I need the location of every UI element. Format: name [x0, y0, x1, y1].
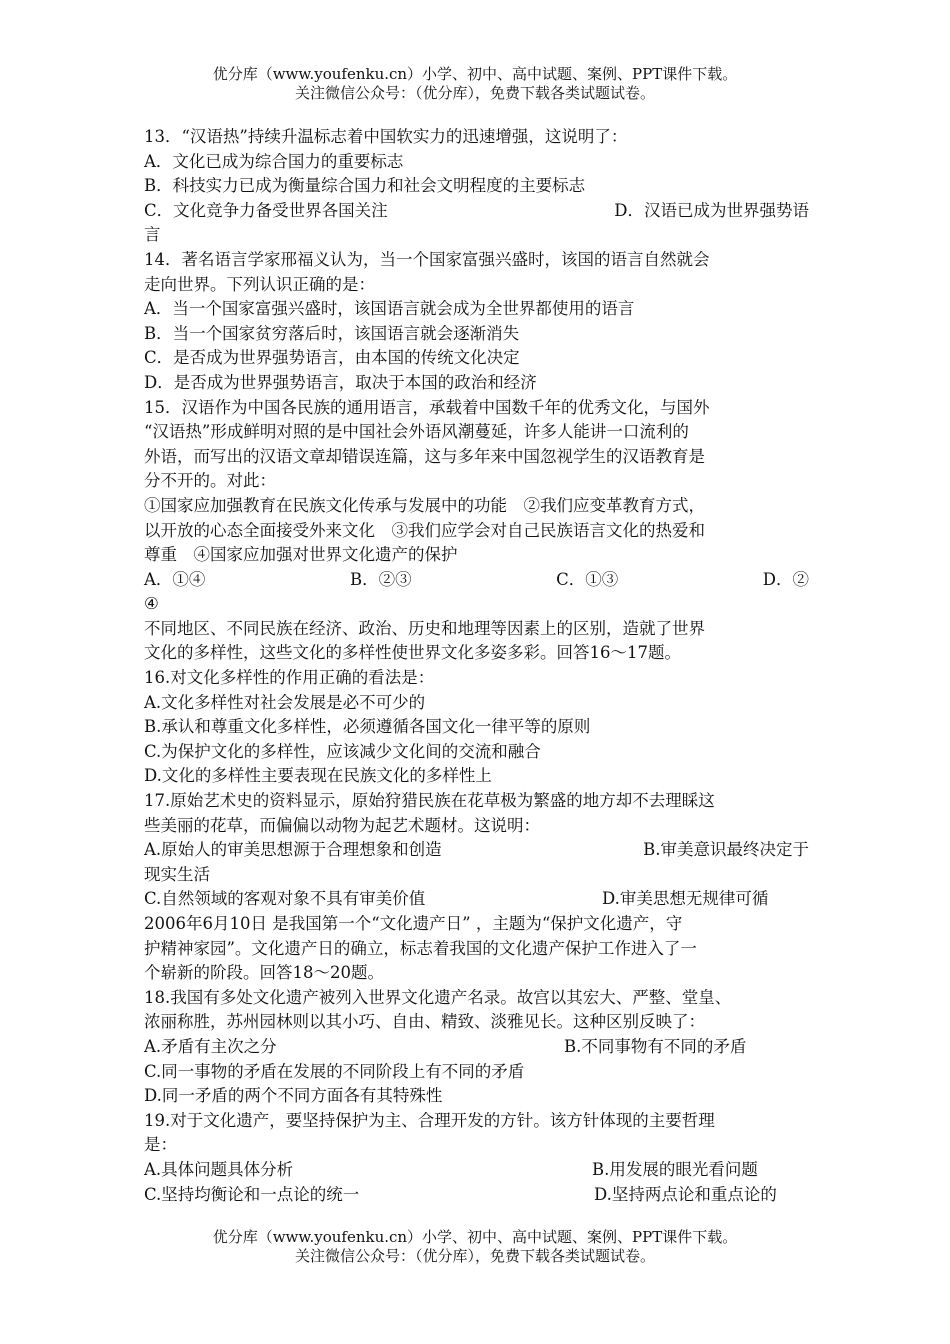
q14-stem-2: 走向世界。下列认识正确的是：: [144, 274, 375, 294]
q13-option-d-cont: 言: [144, 225, 161, 245]
q14-option-d: D．是否成为世界强势语言，取决于本国的政治和经济: [144, 372, 537, 392]
q15-option-d-cont: ④: [144, 594, 159, 614]
q19-option-c: C.坚持均衡论和一点论的统一: [144, 1184, 360, 1204]
q17-row-cd: [144, 887, 809, 912]
q19-stem-1: 19.对于文化遗产，要坚持保护为主、合理开发的方针。该方针体现的主要哲理: [144, 1110, 715, 1130]
q13-option-d: D．汉语已成为世界强势语: [614, 200, 809, 220]
q15-stem-4: 分不开的。对此：: [144, 471, 276, 491]
q13-row-cd: [144, 199, 809, 224]
q14-stem-1: 14．著名语言学家邢福义认为，当一个国家富强兴盛时，该国的语言自然就会: [144, 249, 710, 269]
footer-line-2: 关注微信公众号：（优分库），免费下载各类试题试卷。: [294, 1247, 655, 1265]
q17-option-d: D.审美思想无规律可循: [602, 889, 769, 909]
q18-stem-1: 18.我国有多处文化遗产被列入世界文化遗产名录。故宫以其宏大、严整、堂皇、: [144, 987, 732, 1007]
intro18-line-2: 护精神家园”。文化遗产日的确立，标志着我国的文化遗产保护工作进入了一: [144, 938, 697, 958]
q15-option-a: A．①④: [144, 569, 206, 589]
q18-option-d: D.同一矛盾的两个不同方面各有其特殊性: [144, 1086, 443, 1106]
page-header: [0, 65, 950, 103]
q15-statement-1: ①国家应加强教育在民族文化传承与发展中的功能 ②我们应变革教育方式，: [144, 495, 705, 515]
footer-line-1: 优分库（www.youfenku.cn）小学、初中、高中试题、案例、PPT课件下载。: [212, 1228, 738, 1246]
q18-option-b: B.不同事物有不同的矛盾: [564, 1036, 747, 1056]
q16-option-d: D.文化的多样性主要表现在民族文化的多样性上: [144, 766, 492, 786]
q15-statement-3: 尊重 ④国家应加强对世界文化遗产的保护: [144, 545, 458, 565]
q13-option-a: A．文化已成为综合国力的重要标志: [144, 151, 404, 171]
page-footer: [0, 1228, 950, 1266]
q13-stem: 13．“汉语热”持续升温标志着中国软实力的迅速增强，这说明了：: [144, 127, 628, 146]
q18-stem-2: 浓丽称胜，苏州园林则以其小巧、自由、精致、淡雅见长。这种区别反映了：: [144, 1012, 705, 1032]
q19-option-a: A.具体问题具体分析: [144, 1159, 294, 1179]
q17-stem-2: 些美丽的花草，而偏偏以动物为起艺术题材。这说明：: [144, 815, 540, 835]
q15-row-options: [144, 568, 809, 593]
header-line-2: 关注微信公众号：（优分库），免费下载各类试题试卷。: [294, 84, 655, 102]
q15-stem-3: 外语，而写出的汉语文章却错误连篇，这与多年来中国忽视学生的汉语教育是: [144, 446, 705, 466]
q17-stem-1: 17.原始艺术史的资料显示，原始狩猎民族在花草极为繁盛的地方却不去理睬这: [144, 791, 715, 811]
q17-option-b: B.审美意识最终决定于: [643, 840, 809, 860]
q15-stem-2: “汉语热”形成鲜明对照的是中国社会外语风潮蔓延，许多人能讲一口流利的: [144, 422, 689, 442]
q15-stem-1: 15．汉语作为中国各民族的通用语言，承载着中国数千年的优秀文化，与国外: [144, 397, 710, 417]
q19-stem-2: 是：: [144, 1135, 177, 1155]
intro16-line-1: 不同地区、不同民族在经济、政治、历史和地理等因素上的区别，造就了世界: [144, 618, 705, 638]
q19-option-b: B.用发展的眼光看问题: [592, 1159, 758, 1179]
q17-option-a: A.原始人的审美思想源于合理想象和创造: [144, 840, 442, 860]
q18-option-c: C.同一事物的矛盾在发展的不同阶段上有不同的矛盾: [144, 1061, 525, 1081]
q15-option-c: C．①③: [556, 569, 619, 589]
q18-option-a: A.矛盾有主次之分: [144, 1036, 277, 1056]
q15-option-d: D．②: [762, 569, 809, 589]
q15-statement-2: 以开放的心态全面接受外来文化 ③我们应学会对自己民族语言文化的热爱和: [144, 520, 705, 540]
intro18-line-3: 个崭新的阶段。回答18～20题。: [144, 963, 384, 983]
q17-option-c: C.自然领域的客观对象不具有审美价值: [144, 889, 426, 909]
q14-option-c: C．是否成为世界强势语言，由本国的传统文化决定: [144, 348, 520, 368]
q16-option-b: B.承认和尊重文化多样性，必须遵循各国文化一律平等的原则: [144, 717, 591, 737]
q14-option-b: B．当一个国家贫穷落后时，该国语言就会逐渐消失: [144, 323, 520, 343]
q19-row-ab: [144, 1158, 809, 1183]
q13-option-c: C．文化竞争力备受世界各国关注: [144, 200, 388, 220]
question-body: [144, 125, 809, 1207]
q18-row-ab: [144, 1035, 809, 1060]
q19-option-d: D.坚持两点论和重点论的: [594, 1184, 777, 1204]
q16-stem: 16.对文化多样性的作用正确的看法是：: [144, 668, 435, 688]
q15-option-b: B．②③: [349, 569, 412, 589]
q17-option-b-cont: 现实生活: [144, 864, 210, 884]
q19-row-cd: [144, 1183, 809, 1208]
intro18-line-1: 2006年6月10日 是我国第一个“文化遗产日” ，主题为“保护文化遗产，守: [144, 914, 683, 933]
q17-row-ab: [144, 838, 809, 863]
q16-option-a: A.文化多样性对社会发展是必不可少的: [144, 692, 426, 712]
q13-option-b: B．科技实力已成为衡量综合国力和社会文明程度的主要标志: [144, 176, 586, 196]
q14-option-a: A．当一个国家富强兴盛时，该国语言就会成为全世界都使用的语言: [144, 299, 635, 319]
q16-option-c: C.为保护文化的多样性，应该减少文化间的交流和融合: [144, 741, 541, 761]
header-line-1: 优分库（www.youfenku.cn）小学、初中、高中试题、案例、PPT课件下载。: [212, 65, 738, 83]
intro16-line-2: 文化的多样性，这些文化的多样性使世界文化多姿多彩。回答16～17题。: [144, 643, 681, 663]
